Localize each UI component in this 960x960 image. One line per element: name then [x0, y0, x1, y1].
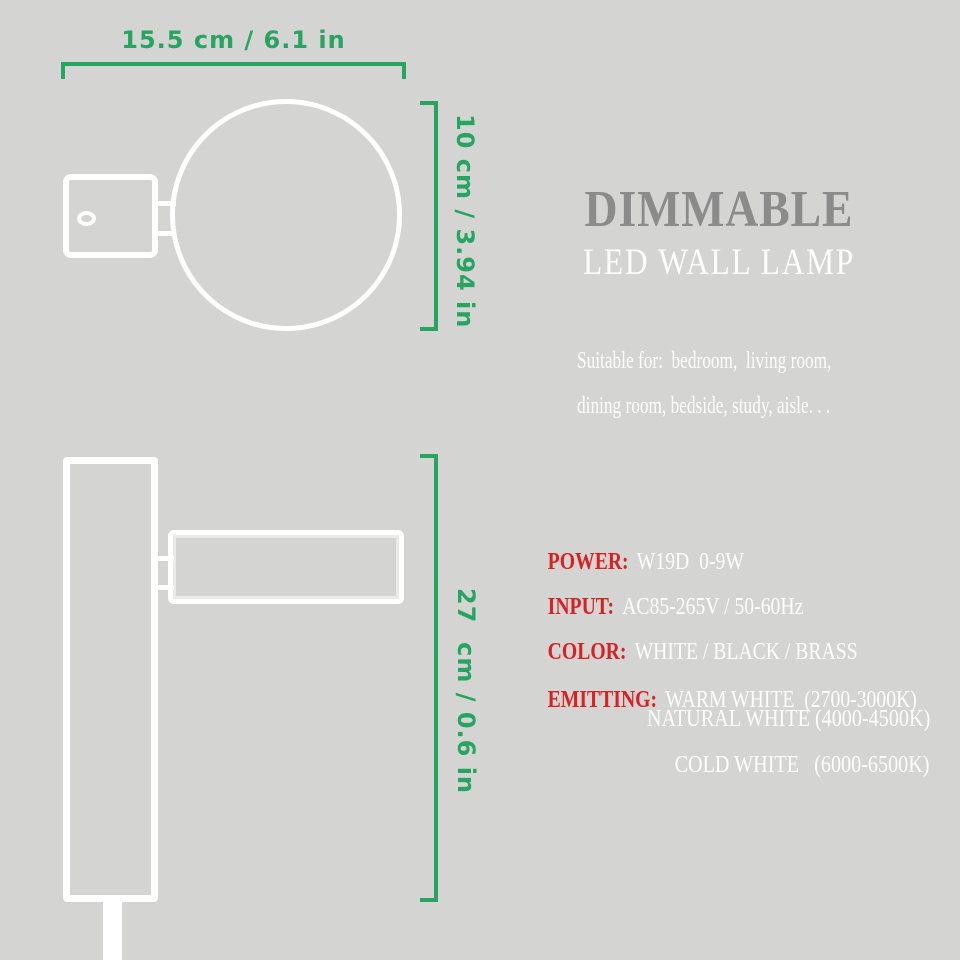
product-title: DIMMABLE: [584, 181, 854, 238]
emitting-option-cold-white: COLD WHITE (6000-6500K): [675, 752, 930, 778]
spec-value-input: AC85-265V / 50-60Hz: [622, 594, 804, 621]
spec-label-emitting: EMITTING:: [547, 687, 658, 714]
power-cord: [103, 895, 122, 960]
wall-plate-side-view: [63, 457, 158, 902]
top-view-height-dimension-bracket: [420, 101, 438, 331]
top-view-width-dimension-label: 15.5 cm / 6.1 in: [121, 26, 346, 54]
top-view-height-dimension-label: 10 cm / 3.94 in: [451, 114, 479, 329]
side-view-height-dimension-label: 27 cm / 0.6 in: [452, 588, 480, 795]
suitable-for-line-2: dining room, bedside, study, aisle. . .: [577, 393, 831, 419]
product-subtitle: LED WALL LAMP: [583, 242, 855, 283]
emitting-option-natural-white: NATURAL WHITE (4000-4500K): [646, 706, 930, 732]
side-view-height-dimension-bracket: [420, 454, 438, 902]
lamp-cylinder-side-view: [168, 530, 404, 604]
spec-value-emitting-warm-white: WARM WHITE (2700-3000K): [665, 687, 917, 714]
top-view-width-dimension-bracket: [61, 62, 406, 79]
spec-value-color: WHITE / BLACK / BRASS: [634, 639, 858, 666]
spec-label-color: COLOR:: [547, 639, 627, 666]
suitable-for-line-1: Suitable for: bedroom, living room,: [577, 348, 832, 374]
spec-label-power: POWER:: [547, 549, 629, 576]
spec-label-input: INPUT:: [547, 594, 615, 621]
lamp-globe-top-view: [170, 99, 402, 331]
spec-value-power: W19D 0-9W: [636, 549, 744, 576]
switch-button: [77, 211, 96, 226]
wall-mount-box-top-view: [63, 174, 158, 258]
